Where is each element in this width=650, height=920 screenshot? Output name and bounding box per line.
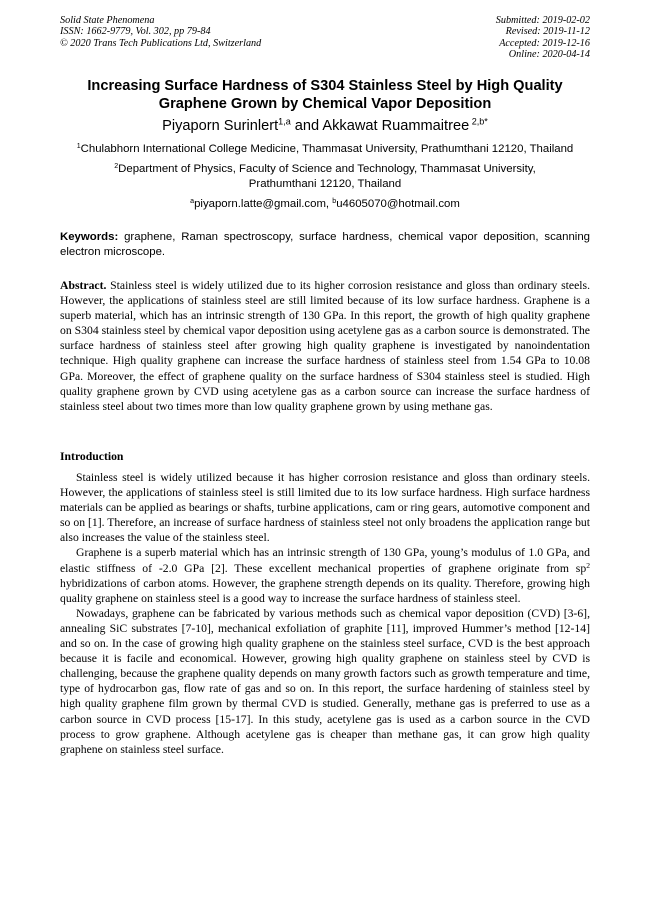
author-2-affiliation: 2,b* [469,116,488,127]
affiliation-2-marker: 2 [114,162,119,170]
title-line-2: Graphene Grown by Chemical Vapor Deposition [158,96,492,112]
email-a: piyaporn.latte@gmail.com, [194,198,333,210]
title-line-1: Increasing Surface Hardness of S304 Stainless Steel by High Quality [87,78,563,94]
author-1-affiliation: 1,a [278,116,291,127]
abstract [60,278,590,414]
affiliation-2-line-1 [60,162,590,177]
email-b-marker: b [332,197,337,205]
keywords-label: Keywords: [60,231,119,243]
introduction-heading: Introduction [60,450,124,463]
author-1: Piyaporn Surinlert [162,118,279,134]
affiliation-1-marker: 1 [76,142,81,150]
date-revised: Revised: 2019-11-12 [505,26,590,38]
journal-issn: ISSN: 1662-9779, Vol. 302, pp 79-84 [60,26,211,38]
affiliation-2 [60,162,590,192]
date-submitted: Submitted: 2019-02-02 [495,15,590,26]
publication-dates [496,15,590,61]
intro-paragraph-2 [60,545,590,605]
intro-paragraph-3: Nowadays, graphene can be fabricated by various methods such as chemical vapor deposition (CVD) [3-6], annealing SiC substrates [7-10], mechanical exfoliation of graphite [11], improved Hummer’s method [12-14] and so on. In the case of growing high quality graphene on the stainless steel surface, CVD is the best approach because it is facile and economical. However, growing high quality graphene on stainless steel by CVD is challenging, because the graphene quality depends on many growth factors such as growth temperature and time, type of hydrocarbon gas, flow rate of gas and so on. In this report, the surface hardening of stainless steel by high quality graphene film grown by thermal CVD is studied. Generally, methane gas is preferred to use as a carbon source in CVD process [15-17]. In this study, acetylene gas is used as a carbon source in the CVD process to grow graphene. Although acetylene gas is cheaper than methane gas, it can grow high quality graphene on stainless steel surface. [60,606,590,756]
author-conjunction: and [290,118,323,134]
affiliation-1 [60,142,590,157]
intro-paragraph-2-part-2: hybridizations of carbon atoms. However, the graphene strength depends on its quality. Therefore, growing high quality graphene on stainless steel is a good way to increase the surface hardness of stainless steel. [60,576,590,605]
intro-paragraph-1: Stainless steel is widely utilized because it has higher corrosion resistance and gloss than ordinary steels. However, the applications of stainless steel is still limited due to its low surface hardness. High surface hardness materials can be applied as bearings or shafts, turbine applications, cam or ring gears, automotive component and so on [1]. Therefore, an increase of surface hardness of stainless steel not only broadens the application range but also increases the value of the stainless steel. [60,471,590,545]
affiliation-2-line-2: Prathumthani 12120, Thailand [248,178,402,190]
date-online: Online: 2020-04-14 [508,49,590,61]
affiliation-1-text: Chulabhorn International College Medicine, Thammasat University, Prathumthani 12120, Thailand [80,143,574,155]
affiliation-2-text: Department of Physics, Faculty of Science and Technology, Thammasat University, [118,163,536,175]
date-accepted: Accepted: 2019-12-16 [499,37,590,49]
intro-paragraph-2-superscript: 2 [586,560,590,570]
abstract-text: Stainless steel is widely utilized due to its higher corrosion resistance and gloss than ordinary steels. However, the applications of stainless steel are still limited because of its low surface hardness. Graphene is a superb material, which has an intrinsic strength of 130 GPa. In this report, the growth of high quality graphene on S304 stainless steel by chemical vapor deposition using acetylene gas as a carbon source is demonstrated. The surface hardness of stainless steel after growing high quality graphene is investigated by nanoindentation technique. High quality graphene can increase the surface hardness of stainless steel from 1.54 GPa to 10.08 GPa. Moreover, the effect of graphene quality on the surface hardness of S304 stainless steel is studied. High quality graphene grown by CVD using acetylene gas as a carbon source can increase the surface hardness of stainless steel about two times more than low quality graphene grown by using methane gas. [60,279,590,413]
journal-copyright: © 2020 Trans Tech Publications Ltd, Switzerland [60,37,262,49]
author-emails [60,197,590,212]
journal-info [60,15,261,49]
author-2: Akkawat Ruammaitree [322,118,470,134]
paper-title [60,77,590,113]
keywords [60,230,590,260]
introduction-body [60,470,590,757]
page-header [60,15,590,63]
abstract-label: Abstract. [60,279,107,292]
email-b: u4605070@hotmail.com [336,198,460,210]
intro-paragraph-2-part-1: Graphene is a superb material which has an intrinsic strength of 130 GPa, young’s modulus of 1.0 GPa, and elastic stiffness of -2.0 GPa [2]. These excellent mechanical properties of graphene originate from sp [60,546,590,575]
journal-name: Solid State Phenomena [60,15,155,26]
email-a-marker: a [190,197,195,205]
author-list [60,117,590,135]
keywords-text: graphene, Raman spectroscopy, surface hardness, chemical vapor deposition, scanning electron microscope. [60,231,590,258]
